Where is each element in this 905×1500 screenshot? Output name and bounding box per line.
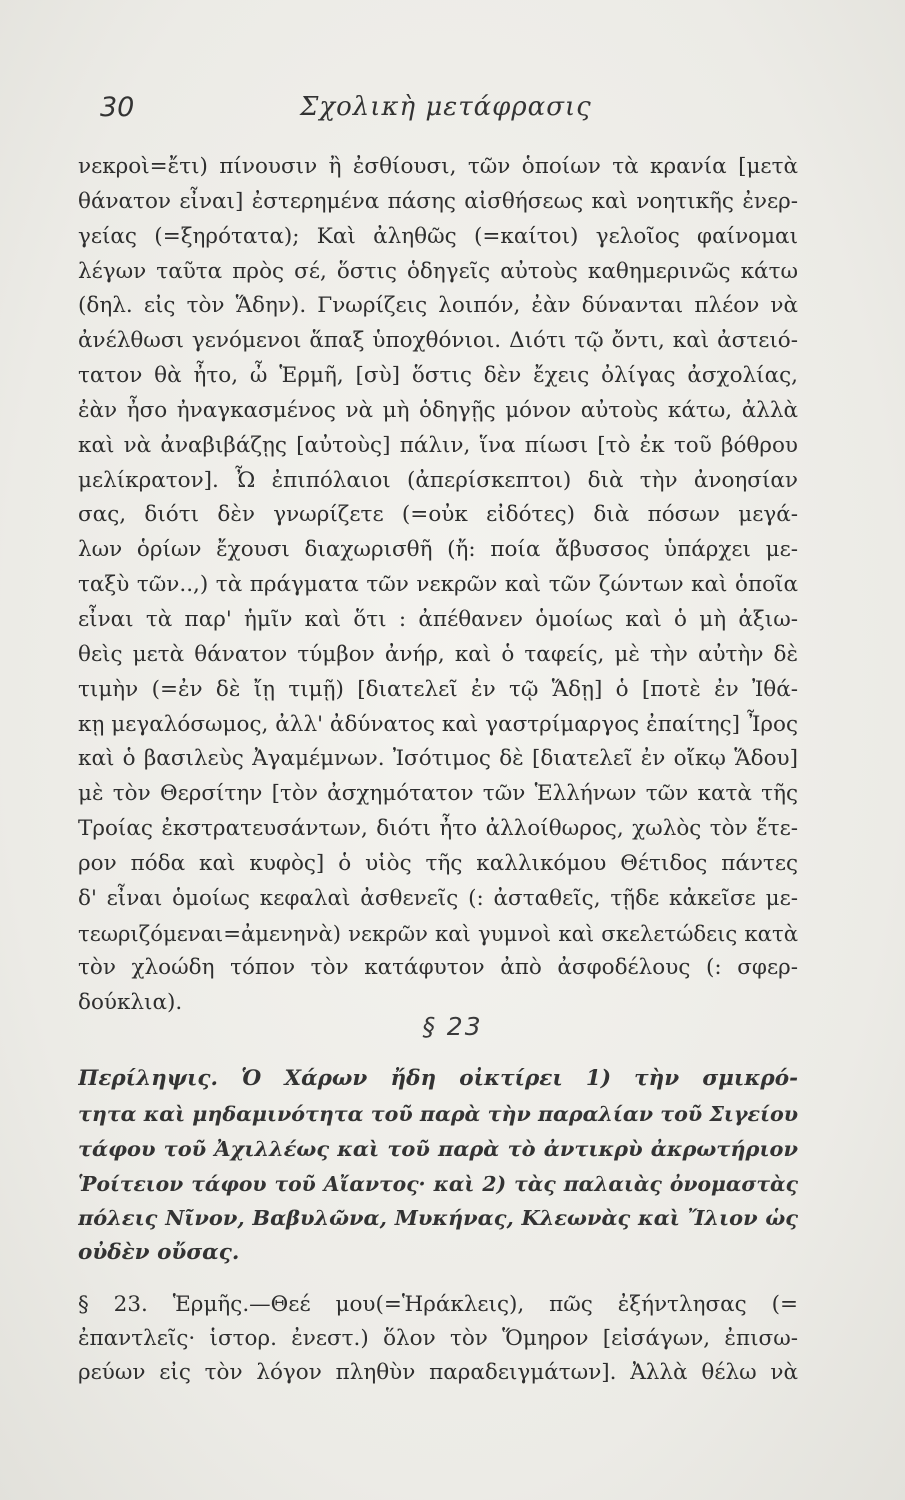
text-line: τιμὴν (=ἐν δὲ ἴῃ τιμῇ) [διατελεῖ ἐν τῷ Ἅδῃ] ὁ [ποτὲ ἐν Ἰθά- — [78, 676, 798, 702]
text-line: θεὶς μετὰ θάνατον τύμβον ἀνήρ, καὶ ὁ ταφείς, μὲ τὴν αὐτὴν δὲ — [78, 641, 798, 667]
text-line: ἐὰν ἦσο ἠναγκασμένος νὰ μὴ ὁδηγῇς μόνον αὐτοὺς κάτω, ἀλλὰ — [78, 397, 798, 423]
text-line: γείας (=ξηρότατα); Καὶ ἀληθῶς (=καίτοι) γελοῖος φαίνομαι — [78, 223, 798, 249]
text-line: κῃ μεγαλόσωμος, ἀλλ' ἀδύνατος καὶ γαστρίμαργος ἐπαίτης] Ἶρος — [78, 711, 798, 737]
commentary-line: § 23. Ἑρμῆς.—Θεέ μου(=Ἡράκλεις), πῶς ἐξήντλησας (= — [78, 1292, 798, 1317]
section-heading: § 23 — [422, 1012, 483, 1041]
text-line: νεκροὶ=ἔτι) πίνουσιν ἢ ἐσθίουσι, τῶν ὁποίων τὰ κρανία [μετὰ — [78, 154, 798, 179]
text-line: εἶναι τὰ παρ' ἡμῖν καὶ ὅτι : ἀπέθανεν ὁμοίως καὶ ὁ μὴ ἀξιω- — [78, 606, 798, 632]
commentary-line: ρεύων εἰς τὸν λόγον πληθὺν παραδειγμάτων]. Ἀλλὰ θέλω νὰ — [78, 1360, 798, 1385]
page-header — [100, 92, 800, 132]
summary-paragraph — [78, 1062, 798, 1271]
summary-line: Ῥοίτειον τάφου τοῦ Αἴαντος· καὶ 2) τὰς παλαιὰς ὀνομαστὰς — [78, 1171, 798, 1196]
running-title: Σχολικὴ μετάφρασις — [300, 92, 592, 122]
summary-line: οὐδὲν οὔσας. — [78, 1240, 240, 1266]
translation-text — [78, 150, 798, 1021]
summary-line: τητα καὶ μηδαμινότητα τοῦ παρὰ τὴν παραλίαν τοῦ Σιγείου — [78, 1101, 798, 1126]
text-line: θάνατον εἶναι] ἐστερημένα πάσης αἰσθήσεως καὶ νοητικῆς ἐνερ- — [78, 188, 798, 214]
text-line: δ' εἶναι ὁμοίως κεφαλαὶ ἀσθενεῖς (: ἀσταθεῖς, τῇδε κἀκεῖσε με- — [78, 885, 798, 911]
text-line: ἀνέλθωσι γενόμενοι ἅπαξ ὑποχθόνιοι. Διότι τῷ ὄντι, καὶ ἀστειό- — [78, 328, 798, 354]
text-line: μελίκρατον]. Ὦ ἐπιπόλαιοι (ἀπερίσκεπτοι) διὰ τὴν ἀνοησίαν — [78, 467, 798, 493]
text-line: καὶ ὁ βασιλεὺς Ἀγαμέμνων. Ἰσότιμος δὲ [διατελεῖ ἐν οἴκῳ Ἅδου] — [78, 746, 798, 772]
summary-line: Περίληψις. Ὁ Χάρων ἤδη οἰκτίρει 1) τὴν σμικρό- — [78, 1066, 798, 1091]
text-line: τατον θὰ ἦτο, ὦ Ἑρμῆ, [σὺ] ὅστις δὲν ἔχεις ὀλίγας ἀσχολίας, — [78, 363, 798, 389]
text-line: σας, διότι δὲν γνωρίζετε (=οὐκ εἰδότες) διὰ πόσων μεγά- — [78, 502, 798, 528]
text-line: δούκλια). — [78, 990, 183, 1016]
text-line: ρον πόδα καὶ κυφὸς] ὁ υἱὸς τῆς καλλικόμου Θέτιδος πάντες — [78, 850, 798, 876]
summary-line: τάφου τοῦ Ἀχιλλέως καὶ τοῦ παρὰ τὸ ἀντικρὺ ἀκρωτήριον — [78, 1135, 798, 1161]
text-line: καὶ νὰ ἀναβιβάζῃς [αὐτοὺς] πάλιν, ἵνα πίωσι [τὸ ἐκ τοῦ βόθρου — [78, 432, 798, 458]
text-line: μὲ τὸν Θερσίτην [τὸν ἀσχημότατον τῶν Ἑλλήνων τῶν κατὰ τῆς — [78, 781, 798, 807]
text-line: (δηλ. εἰς τὸν Ἅδην). Γνωρίζεις λοιπόν, ἐὰν δύνανται πλέον νὰ — [78, 293, 798, 319]
text-line: τὸν χλοώδη τόπον τὸν κατάφυτον ἀπὸ ἀσφοδέλους (: σφερ- — [78, 955, 798, 981]
page-number: 30 — [100, 92, 135, 123]
summary-line: πόλεις Νῖνον, Βαβυλῶνα, Μυκήνας, Κλεωνὰς καὶ Ἴλιον ὡς — [78, 1205, 798, 1231]
text-line: τεωριζόμεναι=ἀμενηνὰ) νεκρῶν καὶ γυμνοὶ καὶ σκελετώδεις κατὰ — [78, 920, 798, 946]
commentary-paragraph — [78, 1288, 798, 1390]
text-line: ταξὺ τῶν..,) τὰ πράγματα τῶν νεκρῶν καὶ τῶν ζώντων καὶ ὁποῖα — [78, 572, 798, 598]
text-line: λων ὁρίων ἔχουσι διαχωρισθῆ (ἤ: ποία ἄβυσσος ὑπάρχει με- — [78, 537, 798, 563]
text-line: λέγων ταῦτα πρὸς σέ, ὅστις ὁδηγεῖς αὐτοὺς καθημερινῶς κάτω — [78, 258, 798, 284]
text-line: Τροίας ἐκστρατευσάντων, διότι ἦτο ἀλλοίθωρος, χωλὸς τὸν ἕτε- — [78, 816, 798, 842]
commentary-line: ἐπαντλεῖς· ἱστορ. ἐνεστ.) ὅλον τὸν Ὅμηρον [εἰσάγων, ἐπισω- — [78, 1326, 798, 1351]
